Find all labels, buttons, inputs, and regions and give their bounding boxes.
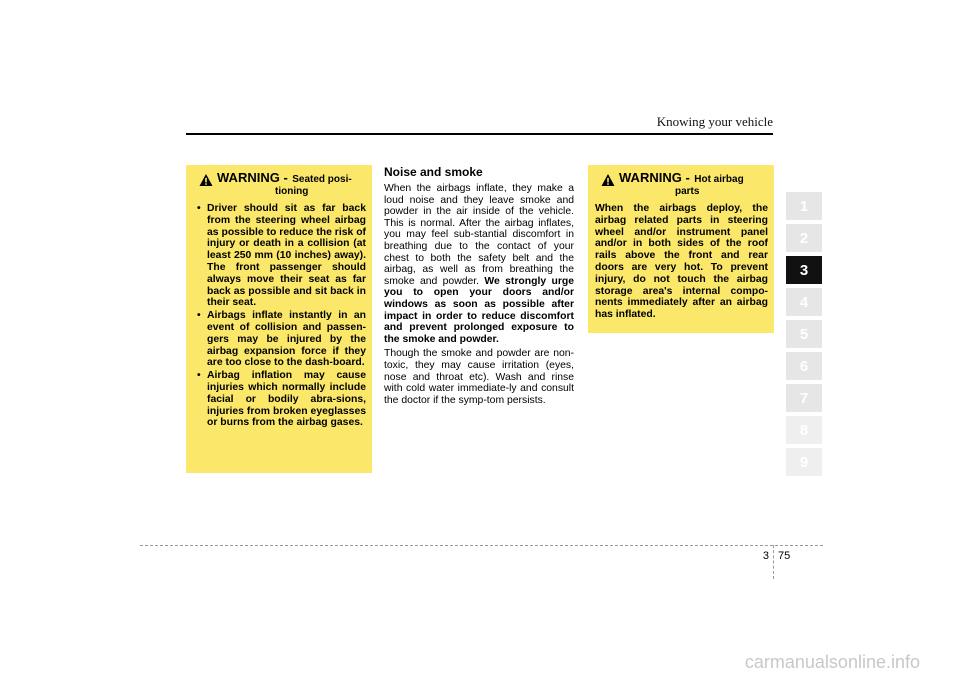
chapter-tab-5[interactable]: 5	[786, 320, 822, 348]
header-title: Knowing your vehicle	[656, 114, 773, 129]
warning-subject-cont: parts	[675, 186, 700, 197]
warning-item: • Driver should sit as far back from the steering wheel airbag as possible to reduce the risk of injury or death in a collision (at least 250 mm (10 inches) away). The front passenger should always move their seat as far back as possible and sit back in their seat.	[197, 203, 366, 309]
warning-subject: Hot airbag	[694, 174, 744, 185]
warning-box-hot-airbag-parts	[588, 165, 774, 333]
chapter-tab-7[interactable]: 7	[786, 384, 822, 412]
footer-rule	[140, 545, 823, 546]
warning-item: • Airbags inflate instantly in an event of collision and passen-gers may be injured by the airbag expansion force if they are too close to the dash-board.	[197, 310, 366, 369]
warning-subject: Seated posi-	[292, 174, 352, 185]
warning-subject-cont: tioning	[275, 186, 309, 197]
chapter-tab-4[interactable]: 4	[786, 288, 822, 316]
warning-box-seated-positioning	[186, 165, 372, 473]
warning-word: WARNING -	[217, 170, 288, 185]
watermark: carmanualsonline.info	[744, 652, 920, 672]
chapter-tab-2[interactable]: 2	[786, 224, 822, 252]
header-rule	[186, 133, 773, 135]
chapter-tab-1[interactable]: 1	[786, 192, 822, 220]
warning-triangle-icon	[199, 173, 213, 187]
section-paragraph: Though the smoke and powder are non-toxic, they may cause irritation (eyes, nose and throat etc). Wash and rinse with cold water immediate-ly and consult the doctor if the symp-tom persists.	[384, 348, 574, 406]
section-title: Noise and smoke	[384, 165, 483, 179]
section-paragraph: When the airbags inflate, they make a loud noise and they leave smoke and powder in the air inside of the vehicle. This is normal. After the airbag inflates, you may feel sub-stantial discomfort in breathing due to the contact of your chest to both the safety belt and the airbag, as well as from breathing the smoke and powder. We strongly urge you to open your doors and/or windows as soon as possible after impact in order to reduce discomfort and prevent prolonged exposure to the smoke and powder.	[384, 183, 574, 345]
warning-item: • Airbag inflation may cause injuries which normally include facial or bodily abra-sions, injuries from broken eyeglasses or burns from the airbag gases.	[197, 370, 366, 429]
warning-heading	[595, 171, 768, 187]
page-number: 75	[778, 550, 791, 562]
warning-list	[193, 203, 366, 429]
warning-triangle-icon	[601, 173, 615, 187]
footer-divider	[773, 545, 774, 579]
warning-word: WARNING -	[619, 170, 690, 185]
chapter-tab-3[interactable]: 3	[786, 256, 822, 284]
chapter-tab-6[interactable]: 6	[786, 352, 822, 380]
warning-body: When the airbags deploy, the airbag related parts in steering wheel and/or instrument panel and/or in both sides of the roof rails above the front and rear doors are very hot. To prevent injury, do not touch the airbag storage area's internal compo-nents immediately after an airbag has inflated.	[595, 203, 768, 321]
warning-heading	[193, 171, 366, 187]
chapter-tab-8[interactable]: 8	[786, 416, 822, 444]
noise-smoke-section	[384, 165, 574, 409]
chapter-tab-9[interactable]: 9	[786, 448, 822, 476]
page-chapter-number: 3	[762, 550, 769, 562]
chapter-tabs	[786, 192, 822, 480]
